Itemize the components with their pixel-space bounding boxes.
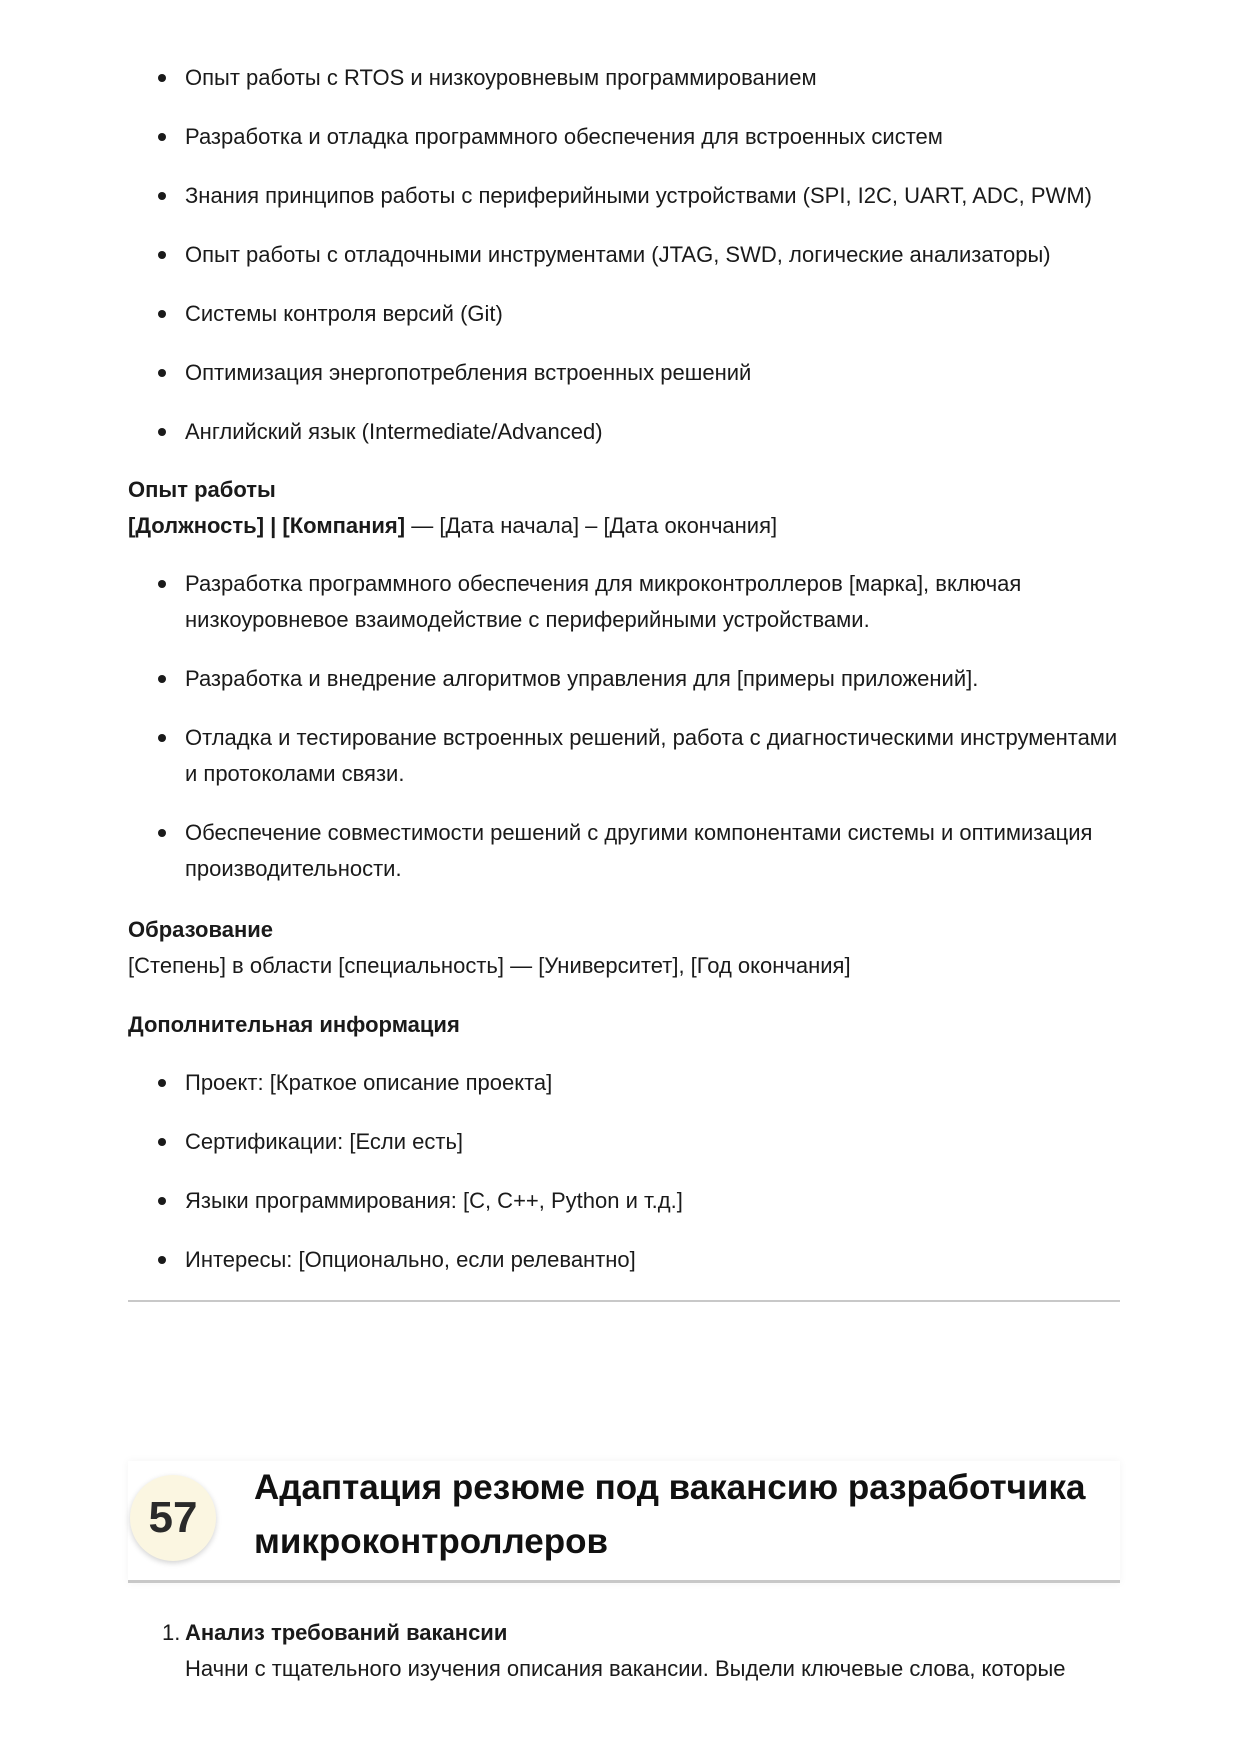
list-item-text: Английский язык (Intermediate/Advanced) [185,419,603,444]
job-position: [Должность] [128,513,265,538]
bullet-icon [158,675,166,683]
experience-heading: Опыт работы [128,477,276,502]
list-item-text: Отладка и тестирование встроенных решений, работа с диагностическими инструментами и протоколами связи. [185,725,1118,786]
bullet-icon [158,580,166,588]
list-item [128,661,1120,697]
list-item [128,720,1120,792]
bullet-icon [158,74,166,82]
list-item [128,237,1120,273]
numbered-list-item [128,1615,1120,1687]
experience-list [128,566,1120,910]
list-item-text: Разработка и отладка программного обеспечения для встроенных систем [185,124,943,149]
job-separator: | [264,513,283,538]
list-item [128,815,1120,887]
job-dates: — [Дата начала] – [Дата окончания] [405,513,778,538]
numbered-list [128,1615,1120,1687]
list-item-text: Знания принципов работы с периферийными устройствами (SPI, I2C, UART, ADC, PWM) [185,183,1092,208]
list-item-text: Начни с тщательного изучения описания вакансии. Выдели ключевые слова, которые [185,1656,1066,1681]
list-item [128,355,1120,391]
list-item [128,1065,1120,1101]
list-item-text: Оптимизация энергопотребления встроенных решений [185,360,752,385]
section-header-underline [128,1580,1120,1583]
bullet-icon [158,734,166,742]
bullet-icon [158,1079,166,1087]
list-item [128,60,1120,96]
section-divider [128,1300,1120,1302]
education-heading: Образование [128,917,273,942]
section-header [128,1461,1120,1583]
bullet-icon [158,428,166,436]
bullet-icon [158,1197,166,1205]
list-item-text: Сертификации: [Если есть] [185,1129,464,1154]
bullet-icon [158,829,166,837]
list-item [128,178,1120,214]
bullet-icon [158,1138,166,1146]
list-item-title: Анализ требований вакансии [185,1620,508,1645]
list-item [128,296,1120,332]
list-item [128,566,1120,638]
list-item-text: Проект: [Краткое описание проекта] [185,1070,553,1095]
list-item [128,119,1120,155]
skills-list [128,60,1120,473]
list-item [128,1183,1120,1219]
list-item-text: Опыт работы с отладочными инструментами (JTAG, SWD, логические анализаторы) [185,242,1051,267]
additional-info-heading: Дополнительная информация [128,1012,460,1037]
list-item-text: Разработка и внедрение алгоритмов управления для [примеры приложений]. [185,666,979,691]
list-item-text: Системы контроля версий (Git) [185,301,503,326]
list-item [128,1124,1120,1160]
additional-info-list [128,1065,1120,1301]
list-item-text: Опыт работы с RTOS и низкоуровневым программированием [185,65,817,90]
list-item-number: 1. [162,1620,181,1645]
bullet-icon [158,1256,166,1264]
bullet-icon [158,369,166,377]
job-title-line [128,508,777,544]
bullet-icon [158,133,166,141]
list-item [128,414,1120,450]
list-item-text: Языки программирования: [C, C++, Python и т.д.] [185,1188,683,1213]
list-item-text: Разработка программного обеспечения для микроконтроллеров [марка], включая низкоуровневое взаимодействие с периферийными устройствами. [185,571,1022,632]
list-item [128,1242,1120,1278]
education-line: [Степень] в области [специальность] — [Университет], [Год окончания] [128,953,851,978]
bullet-icon [158,192,166,200]
section-number-badge: 57 [130,1475,216,1561]
bullet-icon [158,310,166,318]
job-company: [Компания] [282,513,406,538]
bullet-icon [158,251,166,259]
list-item-text: Обеспечение совместимости решений с другими компонентами системы и оптимизация производительности. [185,820,1093,881]
section-title: Адаптация резюме под вакансию разработчика микроконтроллеров [254,1468,1086,1561]
list-item-text: Интересы: [Опционально, если релевантно] [185,1247,636,1272]
